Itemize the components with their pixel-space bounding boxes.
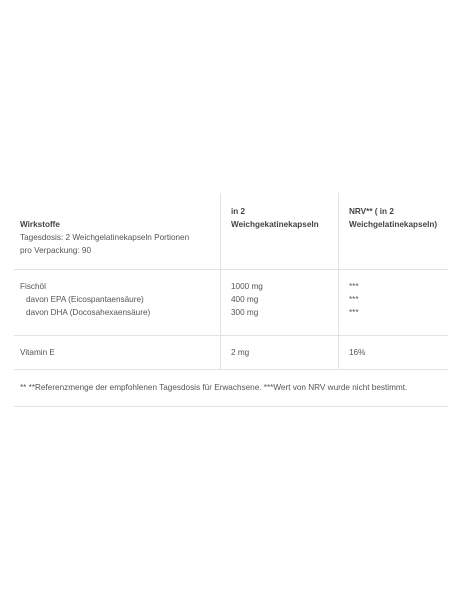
ingredient-name: Fischöl bbox=[20, 282, 46, 291]
header-ingredients-title: Wirkstoffe bbox=[20, 220, 60, 229]
ingredient-cell bbox=[14, 336, 221, 370]
nrv-value: *** bbox=[349, 295, 359, 304]
ingredient-subname: davon DHA (Docosahexaensäure) bbox=[26, 308, 151, 317]
amount-value: 1000 mg bbox=[231, 282, 263, 291]
ingredient-name: Vitamin E bbox=[20, 348, 55, 357]
nrv-value: *** bbox=[349, 308, 359, 317]
header-amount-line2: Weichgekatinekapseln bbox=[231, 220, 319, 229]
table-footnote: ** **Referenzmenge der empfohlenen Tagesdosis für Erwachsene. ***Wert von NRV wurde nicht bestimmt. bbox=[14, 369, 448, 407]
header-ingredients-cell bbox=[14, 193, 221, 270]
header-amount-cell bbox=[221, 193, 339, 270]
header-nrv-cell bbox=[339, 193, 449, 270]
amount-cell bbox=[221, 270, 339, 336]
header-nrv-line1: NRV** ( in 2 bbox=[349, 207, 394, 216]
nutrition-table bbox=[14, 193, 448, 369]
nrv-value: 16% bbox=[349, 348, 366, 357]
nutrition-panel bbox=[14, 193, 448, 407]
nrv-cell bbox=[339, 270, 449, 336]
amount-value: 2 mg bbox=[231, 348, 250, 357]
amount-value: 300 mg bbox=[231, 308, 259, 317]
header-nrv-line2: Weichgelatinekapseln) bbox=[349, 220, 438, 229]
table-row bbox=[14, 336, 448, 370]
header-daily-dose: Tagesdosis: 2 Weichgelatinekapseln Portionen bbox=[20, 233, 190, 242]
header-amount-line1: in 2 bbox=[231, 207, 246, 216]
header-portions: pro Verpackung: 90 bbox=[20, 246, 92, 255]
amount-value: 400 mg bbox=[231, 295, 259, 304]
table-row bbox=[14, 270, 448, 336]
table-header-row bbox=[14, 193, 448, 270]
nrv-value: *** bbox=[349, 282, 359, 291]
amount-cell bbox=[221, 336, 339, 370]
ingredient-subname: davon EPA (Eicospantaensäure) bbox=[26, 295, 144, 304]
nrv-cell bbox=[339, 336, 449, 370]
ingredient-cell bbox=[14, 270, 221, 336]
